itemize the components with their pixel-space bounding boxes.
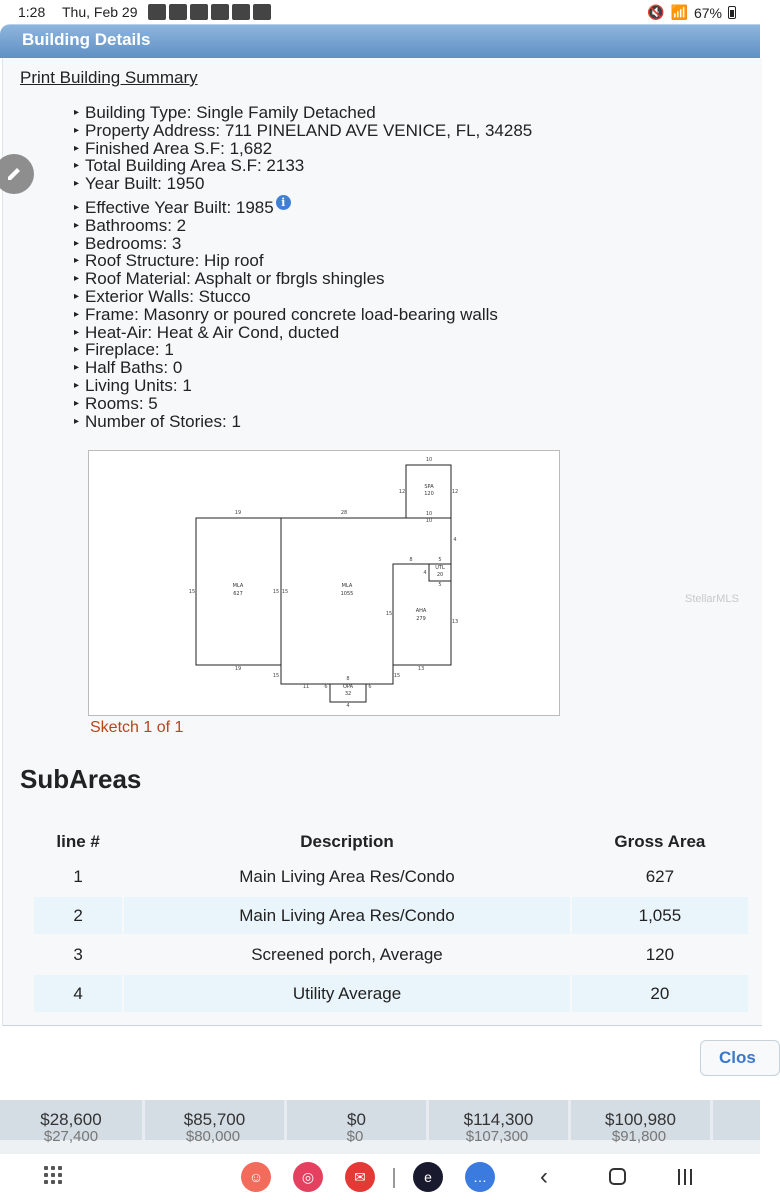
- close-button[interactable]: Clos: [700, 1040, 780, 1076]
- mail-notification-icon: [232, 4, 250, 20]
- table-cell: Main Living Area Res/Condo: [239, 866, 455, 886]
- column-header: Description: [300, 832, 394, 851]
- dimension-label: 10: [425, 518, 433, 524]
- fact-building-type: ▸ Building Type: Single Family Detached: [74, 103, 376, 122]
- fact-fireplace: ▸ Fireplace: 1: [74, 340, 174, 360]
- fact-bathrooms: ▸ Bathrooms: 2: [74, 215, 187, 235]
- room-label: OPA: [342, 684, 354, 690]
- building-sketch[interactable]: [88, 450, 560, 716]
- value-cell: $114,300: [429, 1100, 571, 1140]
- dimension-label: 4: [453, 537, 457, 543]
- fact-heat-air: ▸ Heat-Air: Heat & Air Cond, ducted: [74, 322, 340, 342]
- fact-half-baths: ▸ Half Baths: 0: [74, 358, 183, 378]
- room-label: MLA: [232, 583, 244, 589]
- values-row-partial: [0, 1128, 760, 1154]
- dimension-label: 5: [438, 557, 442, 563]
- room-mla-1055-outline: [281, 518, 451, 684]
- dimension-label: 5: [438, 582, 442, 588]
- subareas-table: [32, 826, 750, 1014]
- sketch-caption: Sketch 1 of 1: [90, 719, 184, 736]
- table-cell: Screened porch, Average: [251, 944, 443, 964]
- dimension-label: 8: [346, 676, 350, 682]
- table-cell: Utility Average: [124, 975, 570, 1012]
- contacts-app-icon[interactable]: ☺: [241, 1162, 271, 1192]
- alert-notification-icon: [253, 4, 271, 20]
- fact-effective-year: ▸ Effective Year Built: 1985 i: [74, 199, 532, 217]
- value-cell: $27,400: [43, 1128, 99, 1145]
- table-cell: 3: [73, 944, 83, 964]
- table-cell: 120: [645, 944, 675, 964]
- fact-year-built: ▸ Year Built: 1950: [74, 174, 205, 194]
- fact-property-address: ▸ Property Address: 711 PINELAND AVE VENICE, FL, 34285: [74, 120, 533, 140]
- fact-total-area: ▸ Total Building Area S.F: 2133: [74, 156, 305, 176]
- dimension-label: 8: [409, 557, 413, 563]
- table-cell: 20: [572, 975, 748, 1012]
- room-label: UTL: [435, 565, 445, 571]
- dimension-label: 15: [272, 673, 280, 679]
- fact-finished-area: ▸ Finished Area S.F: 1,682: [74, 138, 273, 158]
- value-cell: $91,800: [611, 1128, 667, 1145]
- table-cell: Main Living Area Res/Condo: [124, 897, 570, 934]
- table-cell: 627: [645, 866, 675, 886]
- app-notification-icon: [148, 4, 166, 20]
- fact-roof-structure: ▸ Roof Structure: Hip roof: [74, 251, 264, 271]
- app-notification-icon: [211, 4, 229, 20]
- dimension-label: 13: [451, 619, 459, 625]
- fact-stories: ▸ Number of Stories: 1: [74, 411, 241, 431]
- dock-divider: [393, 1168, 395, 1188]
- dimension-label: 15: [393, 673, 401, 679]
- options-app-icon[interactable]: e: [413, 1162, 443, 1192]
- app-notification-icon: [190, 4, 208, 20]
- fact-rooms: ▸ Rooms: 5: [74, 393, 158, 413]
- dimension-label: 10: [425, 511, 433, 517]
- dimension-label: 15: [272, 589, 280, 595]
- app-drawer-button[interactable]: [44, 1166, 62, 1184]
- dimension-label: 6: [324, 684, 328, 690]
- dimension-label: 12: [398, 489, 406, 495]
- dimension-label: 11: [302, 684, 310, 690]
- system-tray: [647, 4, 736, 21]
- room-label: MLA: [341, 583, 353, 589]
- instagram-app-icon[interactable]: ◎: [293, 1162, 323, 1192]
- window-header: [0, 24, 760, 58]
- table-row: [34, 975, 748, 1012]
- value-cell: $28,600: [0, 1100, 145, 1140]
- recent-apps-icon[interactable]: [678, 1169, 692, 1185]
- battery-icon: [728, 6, 736, 19]
- table-header-row: [34, 828, 748, 856]
- table-cell: 4: [34, 975, 122, 1012]
- status-date: Thu, Feb 29: [62, 4, 138, 20]
- value-cell: $0: [287, 1100, 429, 1140]
- dimension-label: 13: [417, 666, 425, 672]
- room-area: 32: [344, 691, 352, 697]
- info-icon[interactable]: i: [276, 195, 291, 210]
- dimension-label: 4: [346, 703, 350, 709]
- table-row: [34, 936, 748, 973]
- table-cell: 2: [34, 897, 122, 934]
- column-header: Gross Area: [614, 832, 706, 851]
- dimension-label: 15: [385, 611, 393, 617]
- table-row: [34, 897, 748, 934]
- fact-frame: ▸ Frame: Masonry or poured concrete load-bearing walls: [74, 304, 498, 324]
- fact-living-units: ▸ Living Units: 1: [74, 375, 192, 395]
- table-row: [34, 858, 748, 895]
- wifi-icon: 📶: [670, 4, 688, 20]
- mute-icon: 🔇: [647, 4, 665, 20]
- room-area: 279: [416, 616, 426, 622]
- home-icon[interactable]: [609, 1168, 626, 1185]
- dimension-label: 4: [423, 570, 427, 576]
- dimension-label: 10: [425, 457, 433, 463]
- watermark: StellarMLS: [685, 593, 739, 605]
- notification-icons: [148, 4, 271, 20]
- back-icon[interactable]: ‹: [540, 1163, 548, 1190]
- mail-app-icon[interactable]: ✉: [345, 1162, 375, 1192]
- table-cell: 1: [73, 866, 83, 886]
- floorplan-drawing: [89, 451, 559, 715]
- room-area: 120: [424, 491, 434, 497]
- room-area: 20: [436, 572, 444, 578]
- value-cell: $100,980: [571, 1100, 713, 1140]
- room-area: 1055: [340, 591, 354, 597]
- dimension-label: 19: [234, 510, 242, 516]
- value-cell: $107,300: [465, 1128, 529, 1145]
- fact-exterior-walls: ▸ Exterior Walls: Stucco: [74, 286, 251, 306]
- messages-app-icon[interactable]: …: [465, 1162, 495, 1192]
- pencil-icon: [5, 165, 23, 183]
- room-area: 627: [233, 591, 243, 597]
- column-header: line #: [56, 832, 100, 851]
- fact-roof-material: ▸ Roof Material: Asphalt or fbrgls shingles: [74, 269, 385, 289]
- dimension-label: 15: [188, 589, 196, 595]
- dimension-label: 19: [234, 666, 242, 672]
- print-summary-link[interactable]: Print Building Summary: [20, 68, 198, 87]
- room-aha-outline: [393, 564, 451, 665]
- dimension-label: 12: [451, 489, 459, 495]
- subareas-title: SubAreas: [20, 764, 142, 794]
- dimension-label: 15: [281, 589, 289, 595]
- status-time: 1:28: [18, 4, 46, 20]
- dimension-label: 6: [368, 684, 372, 690]
- status-bar: [0, 0, 750, 26]
- value-cell: $80,000: [185, 1128, 241, 1145]
- fact-bedrooms: ▸ Bedrooms: 3: [74, 233, 182, 253]
- room-label: SPA: [424, 484, 434, 490]
- room-label: AHA: [415, 608, 427, 614]
- android-nav-bar: [0, 1154, 750, 1200]
- value-cell: $85,700: [145, 1100, 287, 1140]
- building-facts-list: [74, 104, 532, 430]
- battery-percent: 67%: [693, 4, 722, 21]
- table-cell: 1,055: [572, 897, 748, 934]
- window-title: Building Details: [22, 30, 151, 49]
- value-cell: $0: [346, 1128, 364, 1145]
- app-notification-icon: [169, 4, 187, 20]
- dimension-label: 28: [340, 510, 348, 516]
